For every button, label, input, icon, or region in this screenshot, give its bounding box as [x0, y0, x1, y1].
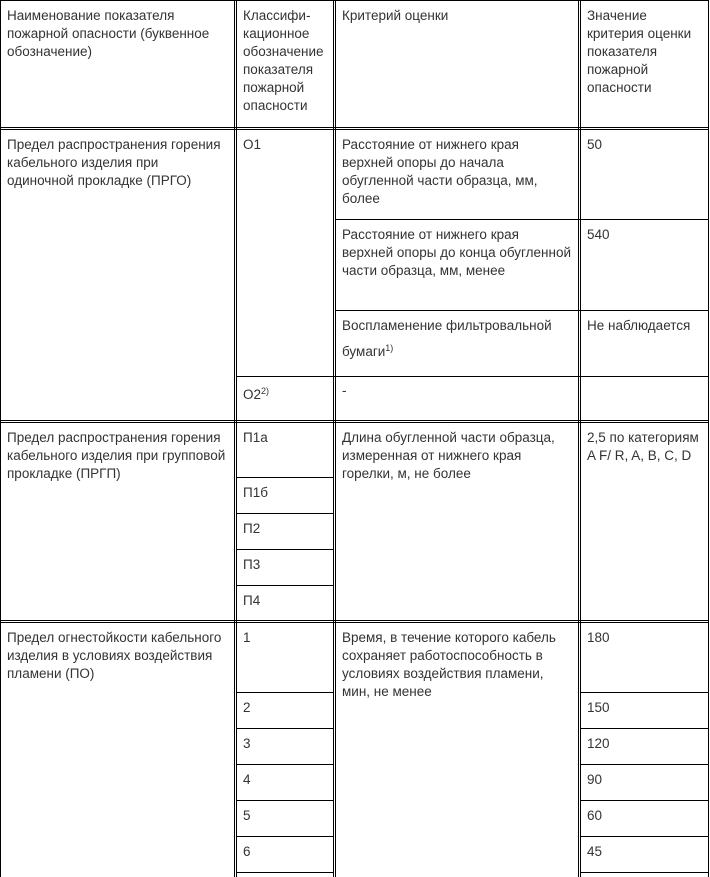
section-divider-po — [0, 620, 709, 621]
col-divider-1 — [234, 0, 235, 877]
prgp-class-p2: П2 — [243, 521, 261, 536]
po-class-divider-6 — [237, 872, 334, 873]
prgp-class-p3: П3 — [243, 557, 261, 572]
section-divider-prgp — [0, 420, 709, 421]
prgp-class-p4: П4 — [243, 593, 261, 608]
prgp-class-p1b: П1б — [243, 485, 268, 500]
prgo-o2-criteria: - — [342, 383, 347, 398]
po-indicator-name: Предел огнестойкости кабельного изделия в условиях воздействия пламени (ПО) — [7, 630, 222, 681]
po-class-4: 4 — [243, 772, 251, 787]
po-value-2: 150 — [587, 700, 610, 715]
po-criterion: Время, в течение которого кабель сохраняет работоспособность в условиях воздействия пламени, мин, не менее — [342, 630, 556, 699]
header-classification: Классифи-кационное обозначение показателя пожарной опасности — [243, 8, 324, 113]
po-value-1: 180 — [587, 630, 610, 645]
col-divider-3 — [333, 0, 334, 877]
prgp-class-p1a: П1а — [243, 430, 268, 445]
po-class-3: 3 — [243, 736, 251, 751]
footnote-ref-1: 1) — [385, 343, 394, 353]
footnote-ref-2: 2) — [261, 386, 270, 396]
prgo-criterion-3-text: Воспламенение фильтровальной бумаги — [342, 318, 552, 359]
prgp-criterion: Длина обугленной части образца, измеренная от нижнего края горелки, м, не более — [342, 430, 555, 481]
po-class-1: 1 — [243, 630, 251, 645]
po-value-6: 45 — [587, 844, 603, 859]
prgo-value-2: 540 — [587, 227, 610, 242]
prgo-class-o2 — [237, 377, 333, 404]
po-value-4: 90 — [587, 772, 603, 787]
po-class-2: 2 — [243, 700, 251, 715]
header-criteria: Критерий оценки — [342, 8, 449, 23]
header-criteria-value: Значение критерия оценки показателя пожарной опасности — [587, 8, 692, 95]
po-value-3: 120 — [587, 736, 610, 751]
prgo-indicator-name: Предел распространения горения кабельного изделия при одиночной прокладке (ПРГО) — [7, 137, 221, 188]
po-value-divider-6 — [581, 872, 709, 873]
po-class-6: 6 — [243, 844, 251, 859]
prgo-class-o1: О1 — [243, 137, 262, 152]
header-divider — [0, 127, 709, 128]
header-indicator-name: Наименование показателя пожарной опасности (буквенное обозначение) — [7, 8, 210, 59]
prgo-criterion-1: Расстояние от нижнего края верхней опоры до начала обугленной части образца, мм, более — [342, 137, 538, 206]
prgo-class-o2-label: О2 — [243, 387, 262, 402]
table-border-right — [708, 0, 709, 877]
po-value-5: 60 — [587, 808, 603, 823]
po-class-5: 5 — [243, 808, 251, 823]
prgo-criterion-3 — [336, 311, 578, 365]
prgp-indicator-name: Предел распространения горения кабельного изделия при групповой прокладке (ПРГП) — [7, 430, 226, 481]
prgo-value-1: 50 — [587, 137, 603, 152]
prgp-value: 2,5 по категориям A F/ R, A, B, C, D — [587, 430, 699, 463]
prgo-value-3: Не наблюдается — [587, 318, 691, 333]
col-divider-5 — [578, 0, 579, 877]
prgo-criterion-2: Расстояние от нижнего края верхней опоры до конца обугленной части образца, мм, менее — [342, 227, 571, 278]
